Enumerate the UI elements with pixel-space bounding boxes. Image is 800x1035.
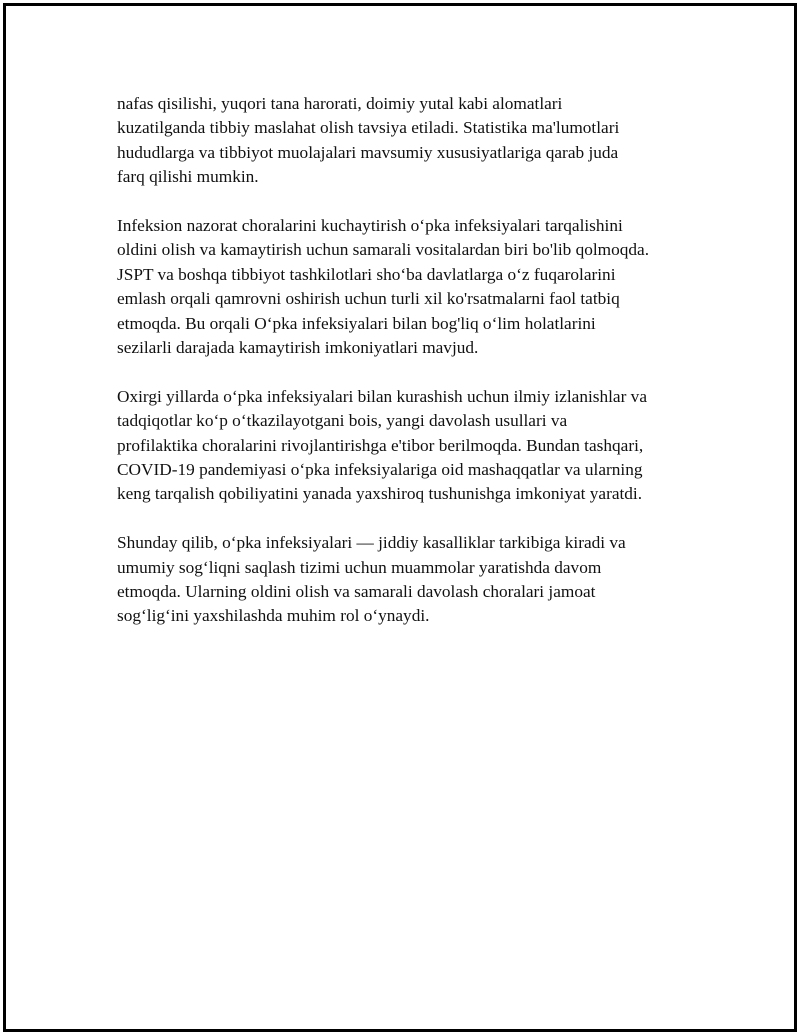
document-body <box>117 92 707 653</box>
paragraph-3: Oxirgi yillarda oʻpka infeksiyalari bilan kurashish uchun ilmiy izlanishlar va tadqiqotlar koʻp oʻtkazilayotgani bois, yangi davolash usullari va profilaktika choralarini rivojlantirishga e'tibor berilmoqda. Bundan tashqari, COVID-19 pandemiyasi oʻpka infeksiyalariga oid mashaqqatlar va ularning keng tarqalish qobiliyatini yanada yaxshiroq tushunishga imkoniyat yaratdi. <box>117 386 647 504</box>
paragraph-2: Infeksion nazorat choralarini kuchaytirish oʻpka infeksiyalari tarqalishini oldini olish va kamaytirish uchun samarali vositalardan biri bo'lib qolmoqda. JSPT va boshqa tibbiyot tashkilotlari shoʻba davlatlarga oʻz fuqarolarini emlash orqali qamrovni oshirish uchun turli xil ko'rsatmalarni faol tatbiq etmoqda. Bu orqali Oʻpka infeksiyalari bilan bog'liq oʻlim holatlarini sezilarli darajada kamaytirish imkoniyatlari mavjud. <box>117 216 650 358</box>
paragraph-4: Shunday qilib, oʻpka infeksiyalari — jiddiy kasalliklar tarkibiga kiradi va umumiy sogʻliqni saqlash tizimi uchun muammolar yaratishda davom etmoqda. Ularning oldini olish va samarali davolash choralari jamoat sogʻligʻini yaxshilashda muhim rol oʻynaydi. <box>117 533 626 626</box>
paragraph-1: nafas qisilishi, yuqori tana harorati, doimiy yutal kabi alomatlari kuzatilganda tibbiy maslahat olish tavsiya etiladi. Statistika ma'lumotlari hududlarga va tibbiyot muolajalari mavsumiy xususiyatlariga qarab juda farq qilishi mumkin. <box>117 94 620 187</box>
